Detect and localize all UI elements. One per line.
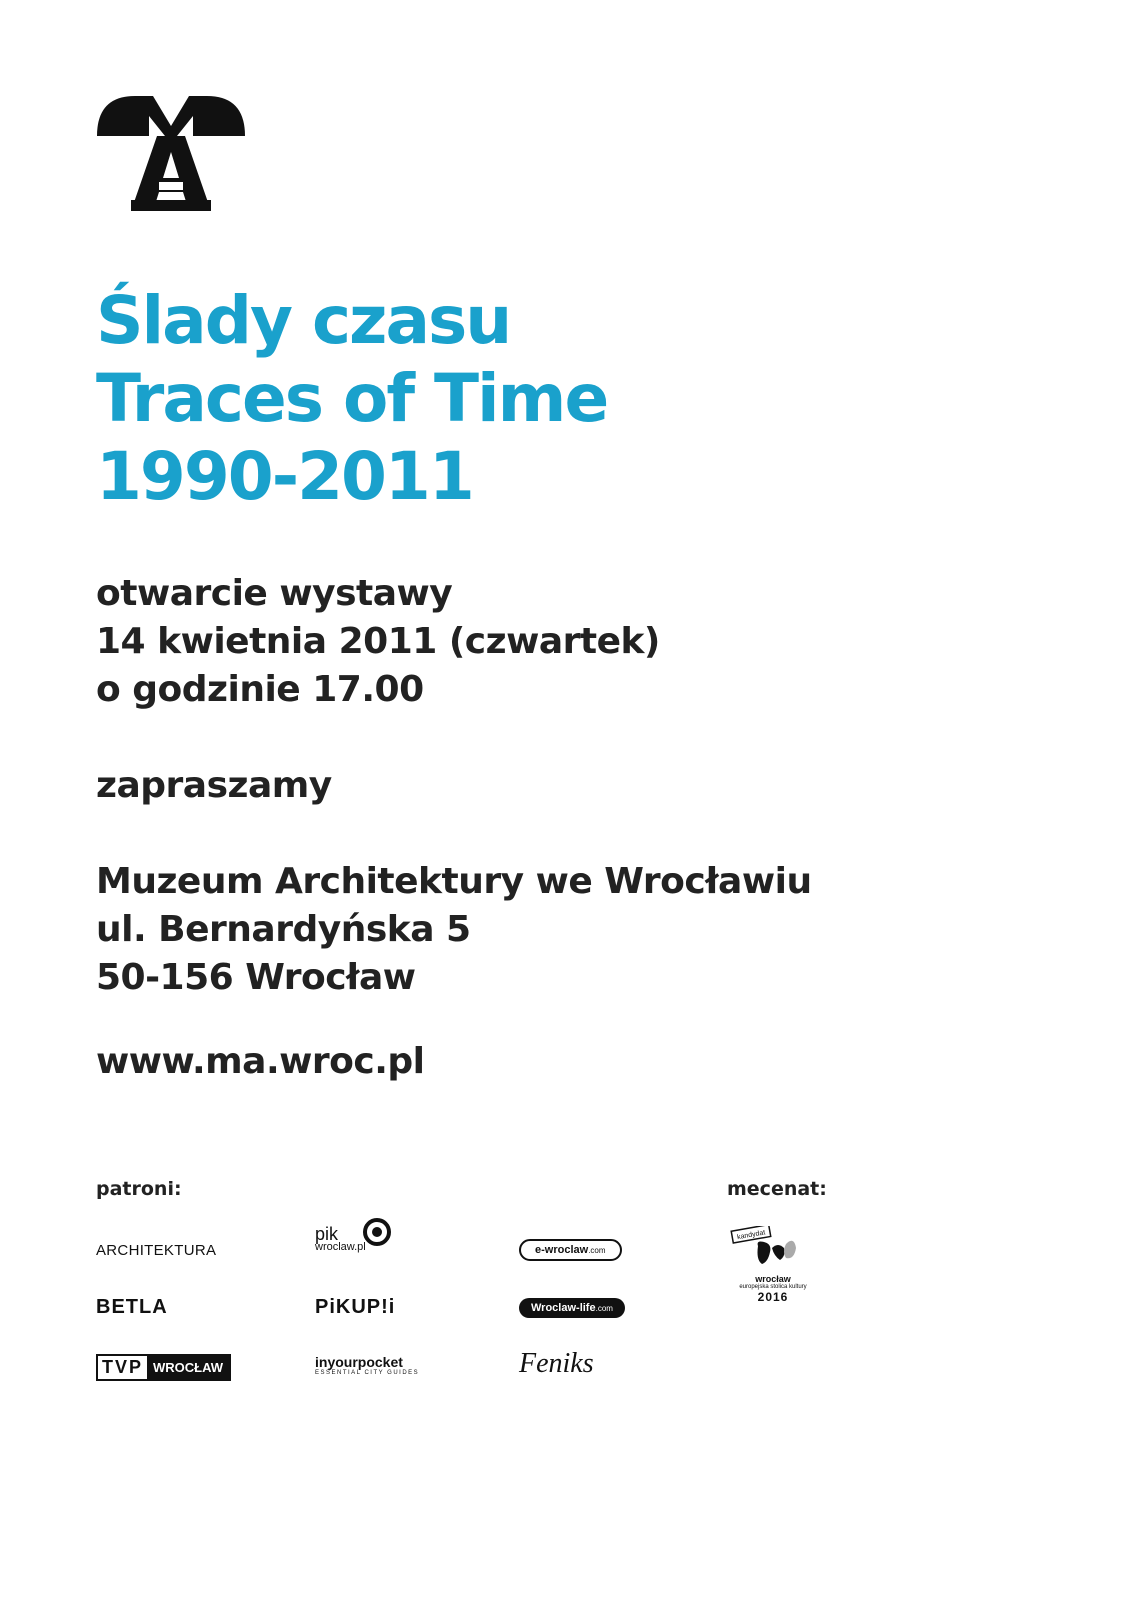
pik-text: pik (315, 1224, 339, 1244)
wroclaw2016-logo (728, 1226, 818, 1304)
betla-text: BETLA (96, 1296, 168, 1318)
ecoc-mark-icon (728, 1226, 818, 1270)
tvp-text: TVP (102, 1357, 144, 1377)
patrons-label: patroni: (96, 1178, 182, 1200)
exhibition-title (96, 282, 607, 516)
architektura-text: ARCHITEKTURA (96, 1242, 217, 1259)
pikup-text: PiKUP!i (315, 1296, 396, 1318)
betla-logo (96, 1296, 168, 1319)
inyourpocket-logo (315, 1354, 419, 1376)
museum-name: Muzeum Architektury we Wrocławiu (96, 861, 812, 902)
opening-line1: otwarcie wystawy (96, 573, 453, 614)
opening-time: o godzinie 17.00 (96, 669, 424, 710)
sponsor-label: mecenat: (727, 1178, 827, 1200)
invite-text: zapraszamy (96, 765, 332, 806)
architektura-logo (96, 1240, 216, 1259)
title-years: 1990-2011 (96, 438, 473, 515)
ewroclaw-suffix: .com (588, 1246, 606, 1255)
pikup-logo (315, 1296, 395, 1319)
museum-logo (97, 96, 245, 211)
museum-street: ul. Bernardyńska 5 (96, 909, 471, 950)
badge-text: kandydat (736, 1229, 766, 1242)
wroclawlife-text: Wroclaw-life (531, 1302, 596, 1314)
pik-circle-icon (362, 1217, 392, 1247)
feniks-text: Feniks (519, 1348, 594, 1379)
opening-date: 14 kwietnia 2011 (czwartek) (96, 621, 660, 662)
ecoc-city: wrocław (755, 1274, 791, 1284)
pik-sub-text: wroclaw.pl (315, 1241, 366, 1253)
wroclawlife-suffix: .com (595, 1304, 613, 1313)
feniks-logo (519, 1348, 594, 1380)
ecoc-subtitle: europejska stolica kultury (739, 1284, 807, 1290)
inyourpocket-text: inyourpocket (315, 1354, 403, 1370)
ewroclaw-logo (519, 1238, 622, 1261)
title-polish: Ślady czasu (96, 282, 511, 359)
pik-logo (315, 1224, 392, 1253)
ewroclaw-text: e-wroclaw (535, 1244, 589, 1256)
event-info (96, 570, 812, 1086)
website-link[interactable]: www.ma.wroc.pl (96, 1041, 425, 1082)
tvp-logo (96, 1354, 231, 1381)
wroclawlife-logo (519, 1296, 625, 1318)
inyourpocket-sub: ESSENTIAL CITY GUIDES (315, 1370, 420, 1376)
ecoc-year: 2016 (757, 1290, 789, 1304)
tvp-city-text: WROCŁAW (147, 1356, 229, 1379)
title-english: Traces of Time (96, 360, 608, 437)
museum-city: 50-156 Wrocław (96, 957, 416, 998)
